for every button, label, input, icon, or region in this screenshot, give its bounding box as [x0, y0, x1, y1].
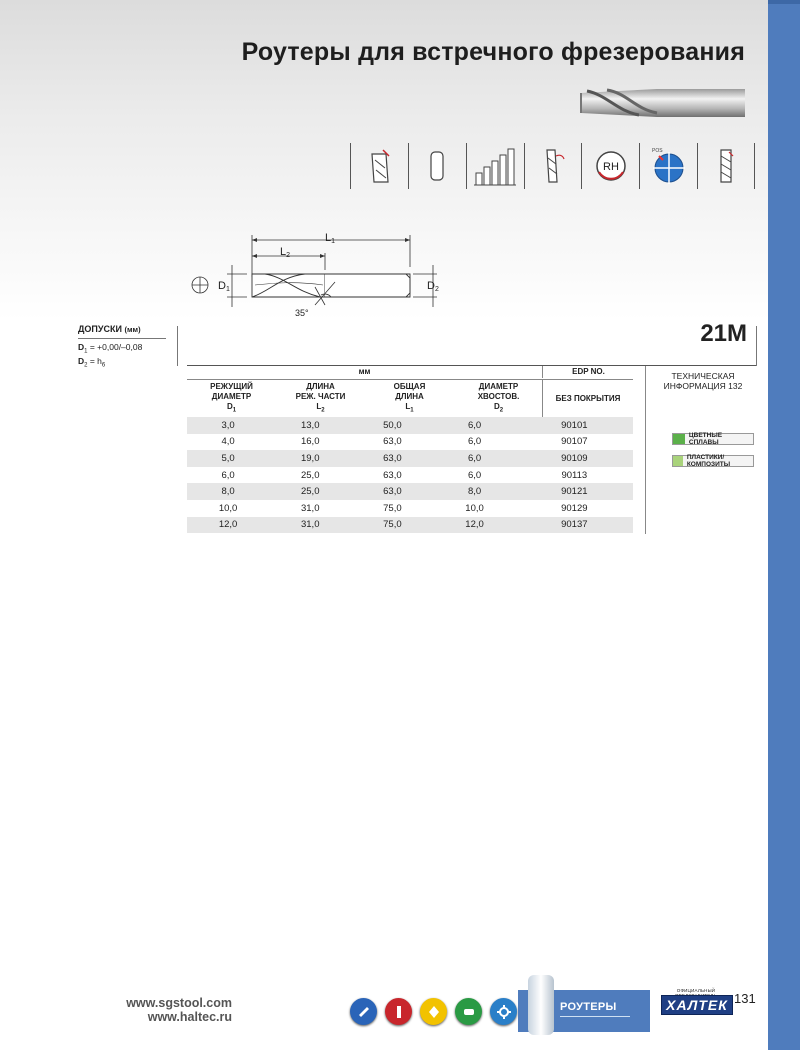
- col-header-shank-diameter: ДИАМЕТР ХВОСТОВ. $D_2$: [477, 382, 520, 414]
- pos-label: POS: [651, 148, 663, 154]
- length-bars-icon: [466, 143, 524, 189]
- divider: [177, 326, 178, 366]
- cell-d1: 8,0: [187, 483, 269, 500]
- cell-edp: 90113: [561, 469, 588, 481]
- drill-category-icon[interactable]: [350, 998, 377, 1025]
- cell-d2: 6,0: [467, 436, 482, 448]
- table-row: [187, 517, 633, 534]
- cell-edp: 90137: [516, 517, 633, 534]
- cell-d1: 6,0: [221, 469, 235, 481]
- tech-info-reference[interactable]: ТЕХНИЧЕСКАЯ ИНФОРМАЦИЯ 132: [663, 371, 743, 391]
- tolerance-d2: $D_2 = h_6$: [78, 356, 106, 369]
- col-header-uncoated: БЕЗ ПОКРЫТИЯ: [555, 394, 621, 403]
- cell-l2: 25,0: [300, 469, 320, 481]
- label-l2: L2: [280, 246, 291, 259]
- table-row: [187, 467, 633, 484]
- page-title: Роутеры для встречного фрезерования: [241, 38, 745, 66]
- cell-l1: 50,0: [351, 417, 433, 434]
- page-number: 131: [734, 991, 756, 1006]
- cell-d2: 6,0: [467, 469, 482, 481]
- col-header-cutting-diameter: РЕЖУЩИЙ ДИАМЕТР $D_1$: [210, 382, 253, 414]
- cell-l1: 63,0: [351, 483, 433, 500]
- gear-category-icon[interactable]: [490, 998, 517, 1025]
- cell-d1: 12,0: [187, 517, 269, 534]
- cell-l2: 16,0: [300, 436, 320, 448]
- cell-l2: 31,0: [300, 502, 320, 514]
- section-tab-label: РОУТЕРЫ: [560, 1001, 617, 1013]
- label-d2: D2: [427, 280, 439, 293]
- col-header-cut-length: ДЛИНА РЕЖ. ЧАСТИ $L_2$: [295, 382, 346, 414]
- series-code: 21M: [700, 320, 747, 347]
- material-swatch: [673, 456, 683, 466]
- rh-label: RH: [602, 161, 619, 173]
- cell-l1: 75,0: [351, 517, 433, 534]
- cell-d2: 12,0: [433, 517, 515, 534]
- shank-icon: [408, 143, 466, 189]
- side-color-bar-top: [768, 0, 800, 4]
- tolerance-d1: $D_1 = +0,00/-0,08$: [78, 342, 143, 355]
- helix-angle-icon: [524, 143, 582, 189]
- router-tab-graphic: [528, 975, 554, 1035]
- footer-websites: [110, 996, 232, 1024]
- cell-edp: 90121: [516, 483, 633, 500]
- table-row: [187, 483, 633, 500]
- tip-category-icon[interactable]: [420, 998, 447, 1025]
- divider: [756, 326, 757, 366]
- cell-l2: 25,0: [269, 483, 351, 500]
- cell-d2: 6,0: [433, 450, 515, 467]
- cell-d2: 6,0: [433, 417, 515, 434]
- flute-icon: [697, 143, 755, 189]
- cell-edp: 90107: [561, 436, 588, 448]
- cell-d2: 10,0: [465, 502, 484, 514]
- right-hand-icon: [581, 143, 639, 189]
- website-link[interactable]: www.sgstool.com: [126, 996, 232, 1010]
- cell-edp: 90101: [516, 417, 633, 434]
- section-tab-underline: [560, 1016, 630, 1017]
- tool-dimension-drawing: [185, 225, 460, 325]
- side-color-bar: [768, 0, 800, 1050]
- table-group-mm: мм: [358, 367, 371, 376]
- table-row: [187, 434, 633, 451]
- table-header-rule: [187, 379, 633, 380]
- divider: [645, 366, 646, 534]
- cell-l2: 31,0: [269, 517, 351, 534]
- cell-l2: 13,0: [269, 417, 351, 434]
- cell-l1: 63,0: [383, 436, 402, 448]
- cell-d1: 4,0: [221, 436, 235, 448]
- cell-l2: 19,0: [269, 450, 351, 467]
- product-table: [187, 417, 633, 533]
- cell-d1: 5,0: [187, 450, 269, 467]
- material-swatch: [673, 434, 685, 444]
- tolerances-divider: [78, 338, 166, 339]
- router-bit-image: [577, 85, 747, 121]
- positive-rake-icon: [639, 143, 697, 189]
- cell-d1: 3,0: [187, 417, 269, 434]
- material-badge-plastics: ПЛАСТИКИ/КОМПОЗИТЫ: [672, 455, 754, 467]
- table-row: [187, 417, 633, 434]
- cell-edp: 90129: [561, 502, 588, 514]
- angle-label: 35°: [295, 308, 309, 318]
- tolerances-title: ДОПУСКИ (мм): [78, 324, 141, 334]
- feature-icon-strip: [350, 143, 755, 189]
- material-badge-nonferrous: ЦВЕТНЫЕ СПЛАВЫ: [672, 433, 754, 445]
- helix-tool-icon: [350, 143, 408, 189]
- mill-category-icon[interactable]: [385, 998, 412, 1025]
- website-link[interactable]: www.haltec.ru: [147, 1010, 232, 1024]
- col-header-overall-length: ОБЩАЯ ДЛИНА $L_1$: [393, 382, 426, 414]
- table-group-edp: EDP NO.: [542, 366, 634, 378]
- table-row: [187, 450, 633, 467]
- footer-category-icons: [350, 998, 517, 1025]
- haltec-caption: ОФИЦИАЛЬНЫЙ: [676, 988, 716, 993]
- cell-edp: 90109: [516, 450, 633, 467]
- cell-d1: 10,0: [218, 502, 238, 514]
- label-d1: D1: [218, 280, 230, 293]
- cell-l1: 75,0: [383, 502, 402, 514]
- haltec-logo: ХАЛТЕК: [661, 995, 733, 1015]
- table-row: [187, 500, 633, 517]
- insert-category-icon[interactable]: [455, 998, 482, 1025]
- cell-l1: 63,0: [351, 450, 433, 467]
- cell-l1: 63,0: [383, 469, 402, 481]
- cell-d2: 8,0: [433, 483, 515, 500]
- label-l1: L1: [325, 232, 336, 245]
